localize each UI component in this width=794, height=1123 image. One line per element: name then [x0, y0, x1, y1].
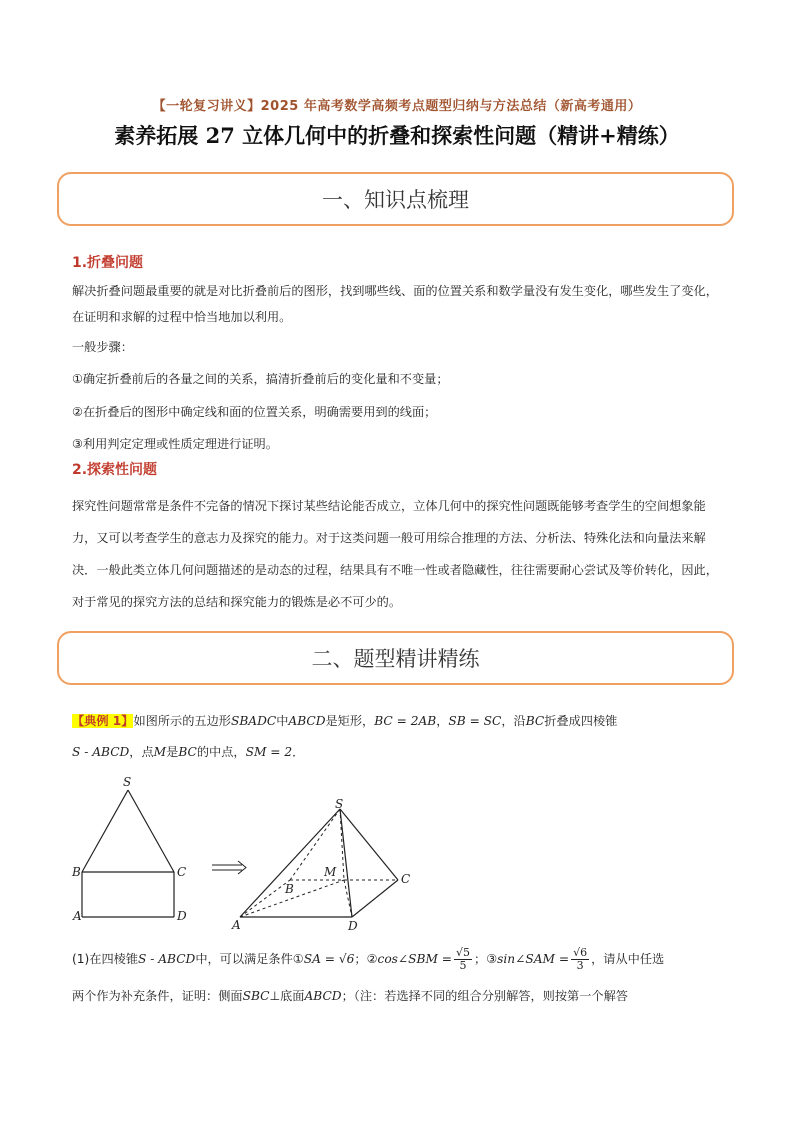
label-b: B — [72, 865, 81, 879]
numerator: √5 — [456, 946, 471, 959]
text: ；② — [354, 952, 378, 966]
text: 如图所示的五边形 — [133, 714, 231, 728]
text: 中，可以满足条件① — [195, 952, 304, 966]
math: BC = 2AB — [374, 714, 437, 728]
section-box-practice — [57, 631, 734, 685]
doc-subtitle: 【一轮复习讲义】2025 年高考数学高频考点题型归纳与方法总结（新高考通用） — [152, 99, 642, 114]
label-d: D — [177, 909, 187, 923]
label-d: D — [348, 919, 358, 933]
text: ， — [436, 714, 449, 728]
math: M — [153, 745, 167, 759]
math: sin∠SAM = — [497, 952, 570, 966]
section-box-knowledge — [57, 172, 734, 226]
edge-ab-hidden — [240, 880, 290, 917]
text: 折叠成四棱锥 — [544, 714, 618, 728]
label-s: S — [123, 775, 132, 789]
text: 的中点， — [196, 745, 246, 759]
math: ABCD — [288, 714, 326, 728]
question-1-line-1 — [72, 947, 664, 972]
math: ABCD — [304, 989, 342, 1003]
pyramid-figure — [228, 795, 418, 935]
example-tag: 【典例 1】 — [72, 714, 134, 728]
steps-label: 一般步骤： — [72, 340, 133, 354]
math: SBADC — [230, 714, 277, 728]
label-a: A — [232, 918, 241, 932]
text: ，沿 — [501, 714, 526, 728]
edge-dc — [352, 880, 398, 917]
explore-heading: 2.探索性问题 — [72, 462, 158, 478]
math: SB = SC — [448, 714, 502, 728]
label-b: B — [285, 882, 294, 896]
doc-title: 素养拓展 27 立体几何中的折叠和探索性问题（精讲+精练） — [114, 123, 680, 148]
numerator: √6 — [573, 946, 588, 959]
edge-sc — [128, 790, 174, 872]
step-1: ①确定折叠前后的各量之间的关系，搞清折叠前后的变化量和不变量； — [72, 372, 449, 386]
text: 是 — [166, 745, 179, 759]
explore-paragraph: 探究性问题常常是条件不完备的情况下探讨某些结论能否成立，立体几何中的探究性问题既能够考查学生的空间想象能力，又可以考查学生的意志力及探究的能力。对于这类问题一般可用综合推理的方法、分析法、特殊化法和向量法来解决．一般此类立体几何问题描述的是动态的过程，结果具有不唯一性或者隐藏性，往往需要耐心尝试及等价转化，因此，对于常见的探究方法的总结和探究能力的锻炼是必不可少的。 — [72, 499, 718, 609]
label-a: A — [73, 909, 82, 923]
math: S - ABCD — [138, 952, 196, 966]
fraction — [571, 947, 589, 972]
fraction — [454, 947, 472, 972]
text: (1)在四棱锥 — [72, 952, 139, 966]
question-1-line-2 — [72, 987, 628, 1004]
text: ，请从中任选 — [591, 952, 665, 966]
label-s: S — [335, 797, 344, 811]
math: BC — [178, 745, 197, 759]
text: 中 — [276, 714, 289, 728]
edge-sa — [240, 809, 340, 917]
edge-sb — [82, 790, 128, 872]
text: 是矩形， — [325, 714, 375, 728]
fold-heading: 1.折叠问题 — [72, 255, 144, 271]
text: ；（注：若选择不同的组合分别解答，则按第一个解答 — [341, 989, 628, 1003]
text: ；③ — [474, 952, 498, 966]
math: cos∠SBM = — [377, 952, 453, 966]
denominator: 5 — [459, 959, 467, 972]
label-m: M — [324, 865, 337, 879]
section-title: 二、题型精讲精练 — [311, 647, 480, 671]
math: S - ABCD — [72, 745, 130, 759]
fold-paragraph: 解决折叠问题最重要的就是对比折叠前后的图形，找到哪些线、面的位置关系和数学量没有发生变化，哪些发生了变化，在证明和求解的过程中恰当地加以利用。 — [72, 284, 718, 324]
math: SM = 2 — [245, 745, 293, 759]
edge-sd — [340, 809, 352, 917]
pentagon-figure — [70, 772, 200, 927]
math: SBC — [242, 989, 270, 1003]
step-3: ③利用判定定理或性质定理进行证明。 — [72, 437, 278, 451]
section-title: 一、知识点梳理 — [322, 188, 469, 212]
text: ，点 — [129, 745, 154, 759]
label-c: C — [177, 865, 187, 879]
text: 两个作为补充条件，证明：侧面 — [72, 989, 243, 1003]
edge-sc — [340, 809, 398, 880]
example-line-2 — [72, 743, 304, 760]
math: BC — [525, 714, 545, 728]
math: SA = √6 — [303, 952, 355, 966]
example-line-1 — [72, 712, 617, 729]
step-2: ②在折叠后的图形中确定线和面的位置关系，明确需要用到的线面； — [72, 405, 437, 419]
label-c: C — [401, 872, 411, 886]
denominator: 3 — [576, 959, 584, 972]
text: ⊥底面 — [269, 989, 305, 1003]
text: ． — [292, 745, 305, 759]
